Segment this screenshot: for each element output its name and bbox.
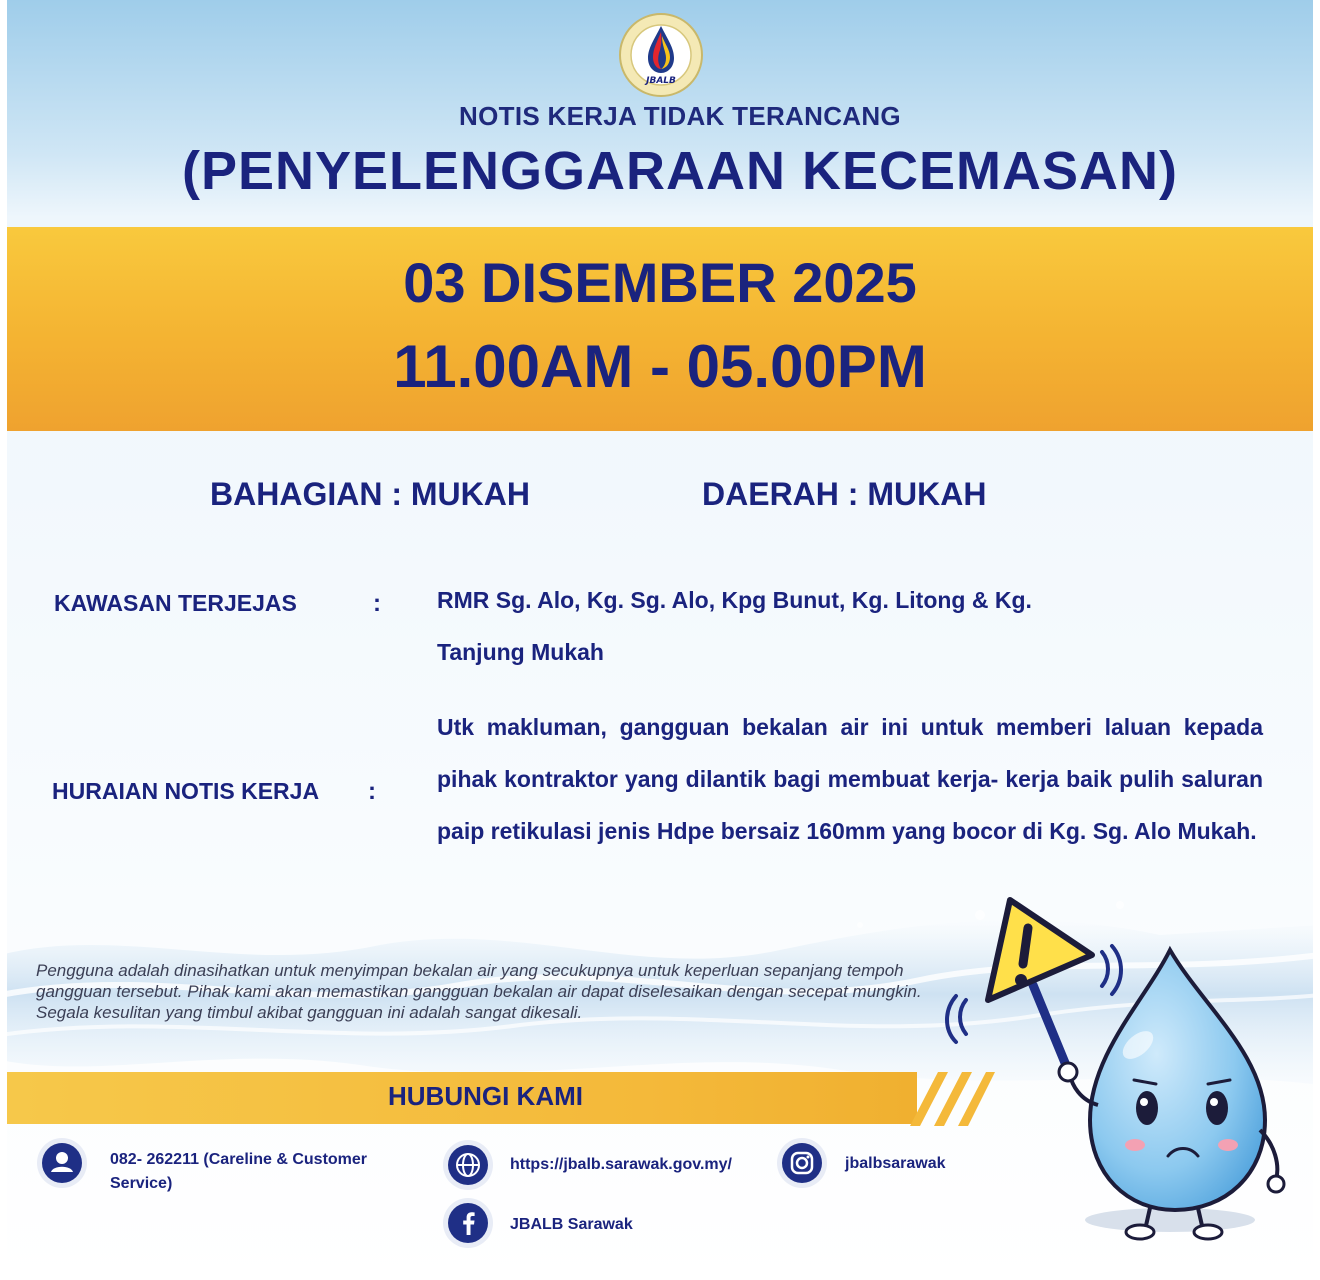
contact-facebook[interactable]: JBALB Sarawak [510,1216,633,1233]
notice-date: 03 DISEMBER 2025 [403,251,917,314]
affected-area-label: KAWASAN TERJEJAS [54,590,297,616]
svg-text:JBALB: JBALB [646,76,676,86]
facebook-icon [442,1197,494,1249]
water-drop-mascot [940,880,1320,1280]
notice-time: 11.00AM - 05.00PM [393,333,927,400]
description-colon: : [368,778,376,805]
contact-title: HUBUNGI KAMI [388,1081,583,1111]
affected-area-value: RMR Sg. Alo, Kg. Sg. Alo, Kpg Bunut, Kg. Litong & Kg. Tanjung Mukah [437,587,1032,665]
affected-area-colon: : [373,590,381,617]
description-value: Utk makluman, gangguan bekalan air ini untuk memberi laluan kepada pihak kontraktor yang dilantik bagi membuat kerja- kerja baik pulih saluran paip retikulasi jenis Hdpe bersaiz 160mm yang bocor di Kg. Sg. Alo Mukah. [437,714,1263,844]
user-icon [36,1137,88,1189]
notice-title: (PENYELENGGARAAN KECEMASAN) [181,141,1179,201]
instagram-icon [776,1137,828,1189]
advice-text: Pengguna adalah dinasihatkan untuk menyimpan bekalan air yang secukupnya untuk keperluan sepanjang tempoh gangguan tersebut. Pihak kami akan memastikan gangguan bekalan air dapat diselesaikan dengan secepat mungkin. Segala kesulitan yang timbul akibat gangguan ini adalah sangat dikesali. [36,961,922,1022]
frame-edge-left [0,0,7,1280]
warning-sign-icon [988,900,1092,1000]
globe-icon [442,1139,494,1191]
contact-website[interactable]: https://jbalb.sarawak.gov.my/ [510,1156,732,1173]
frame-edge-right [1313,0,1320,1280]
notice-subtitle: NOTIS KERJA TIDAK TERANCANG [459,101,901,131]
jbalb-logo [618,12,704,98]
contact-instagram[interactable]: jbalbsarawak [845,1155,946,1172]
description-label: HURAIAN NOTIS KERJA [52,778,320,804]
division-label: BAHAGIAN : MUKAH [210,476,530,512]
district-label: DAERAH : MUKAH [702,476,987,512]
contact-phone[interactable]: 082- 262211 (Careline & Customer Service) [110,1151,368,1192]
